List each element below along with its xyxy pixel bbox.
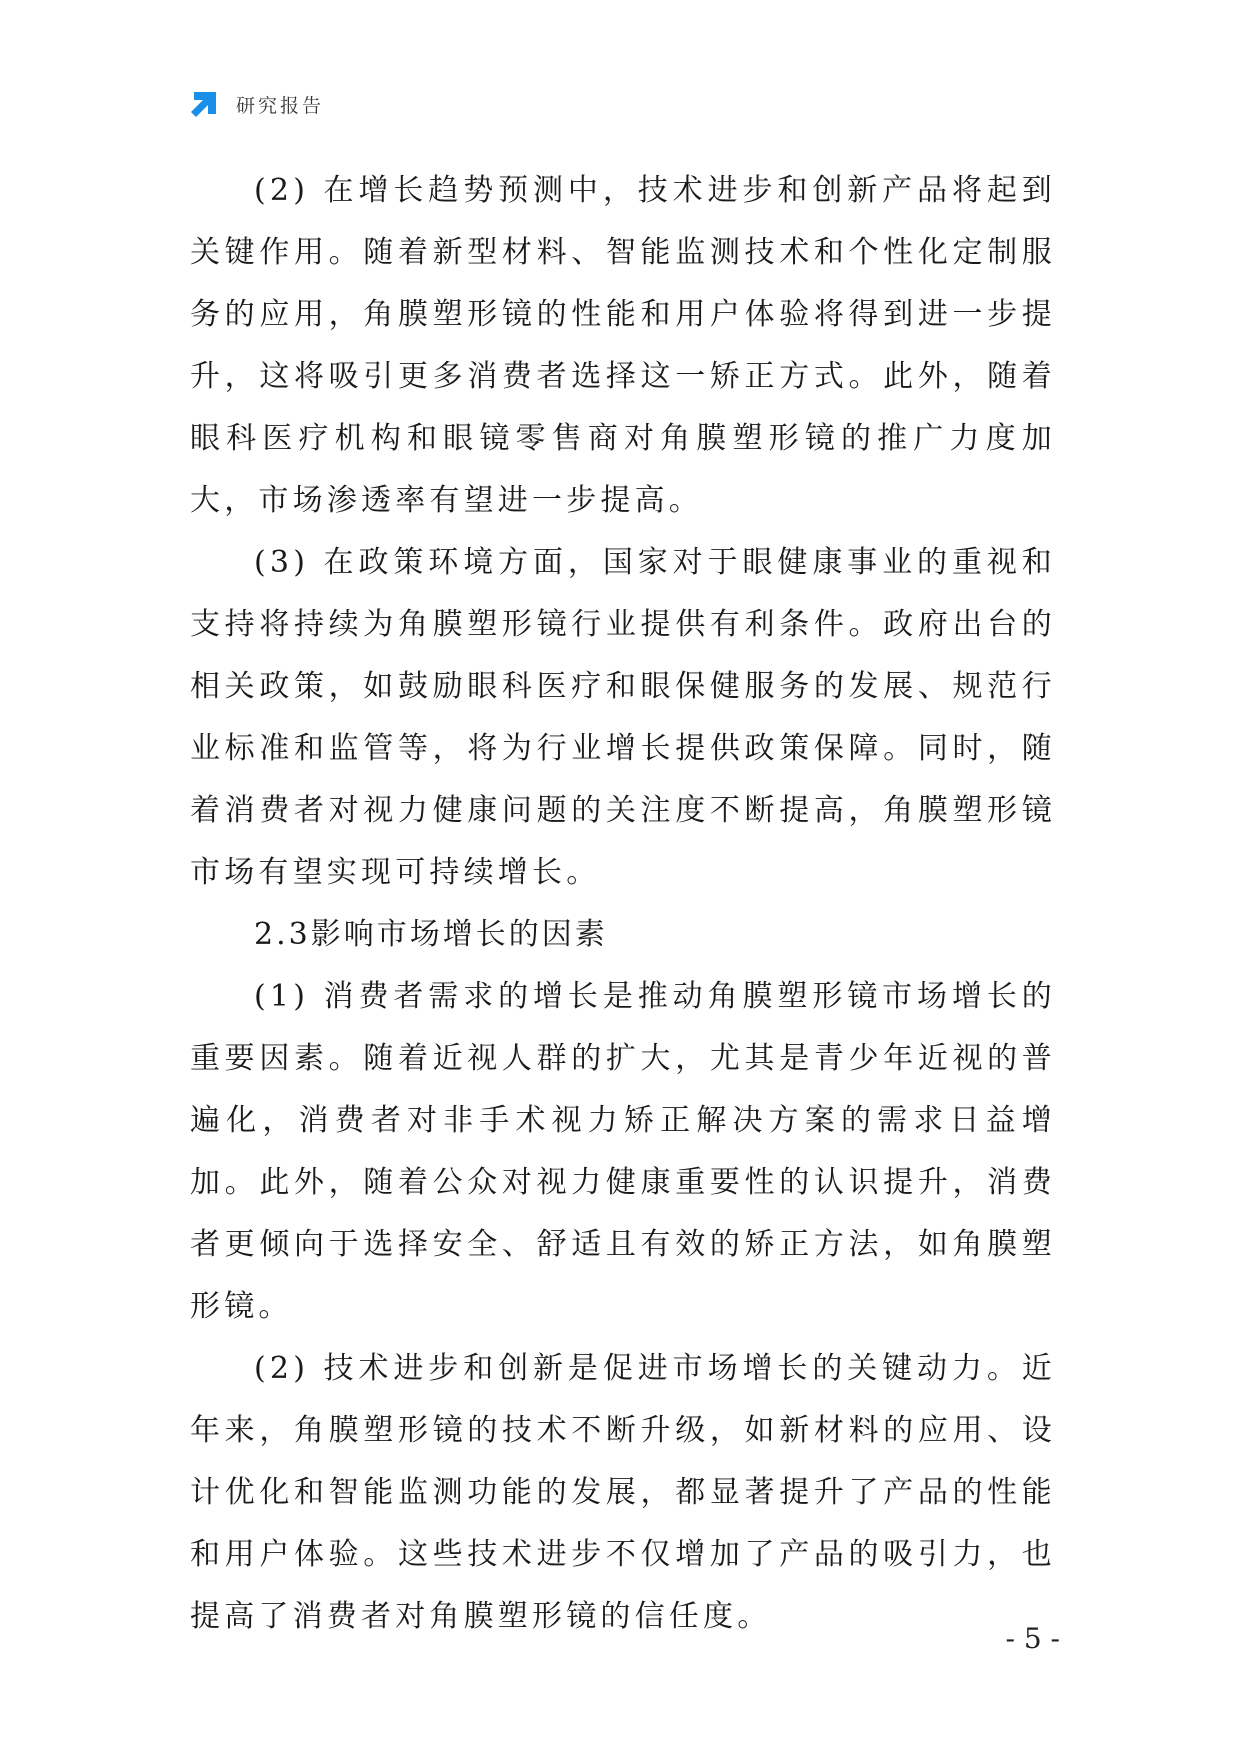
paragraph-consumer-demand: (1) 消费者需求的增长是推动角膜塑形镜市场增长的重要因素。随着近视人群的扩大，尤其是青少年近视的普遍化，消费者对非手术视力矫正解决方案的需求日益增加。此外，随着公众对视力健康重要性的认识提升，消费者更倾向于选择安全、舒适且有效的矫正方法，如角膜塑形镜。: [190, 979, 1056, 1324]
arrow-up-right-logo-icon: [188, 88, 220, 120]
header-title: 研究报告: [236, 94, 325, 117]
paragraph-technology-innovation: (2) 技术进步和创新是促进市场增长的关键动力。近年来，角膜塑形镜的技术不断升级，如新材料的应用、设计优化和智能监测功能的发展，都显著提升了产品的性能和用户体验。这些技术进步不仅增加了产品的吸引力，也提高了消费者对角膜塑形镜的信任度。: [190, 1351, 1056, 1634]
page-number: - 5 -: [1005, 1622, 1060, 1655]
paragraph-growth-trend: (2) 在增长趋势预测中，技术进步和创新产品将起到关键作用。随着新型材料、智能监测技术和个性化定制服务的应用，角膜塑形镜的性能和用户体验将得到进一步提升，这将吸引更多消费者选择这一矫正方式。此外，随着眼科医疗机构和眼镜零售商对角膜塑形镜的推广力度加大，市场渗透率有望进一步提高。: [190, 173, 1056, 518]
document-body: [190, 160, 1056, 1648]
page-header: [188, 88, 324, 120]
section-heading: 2.3影响市场增长的因素: [254, 917, 608, 952]
paragraph-policy-environment: (3) 在政策环境方面，国家对于眼健康事业的重视和支持将持续为角膜塑形镜行业提供有利条件。政府出台的相关政策，如鼓励眼科医疗和眼保健服务的发展、规范行业标准和监管等，将为行业增长提供政策保障。同时，随着消费者对视力健康问题的关注度不断提高，角膜塑形镜市场有望实现可持续增长。: [190, 545, 1056, 890]
